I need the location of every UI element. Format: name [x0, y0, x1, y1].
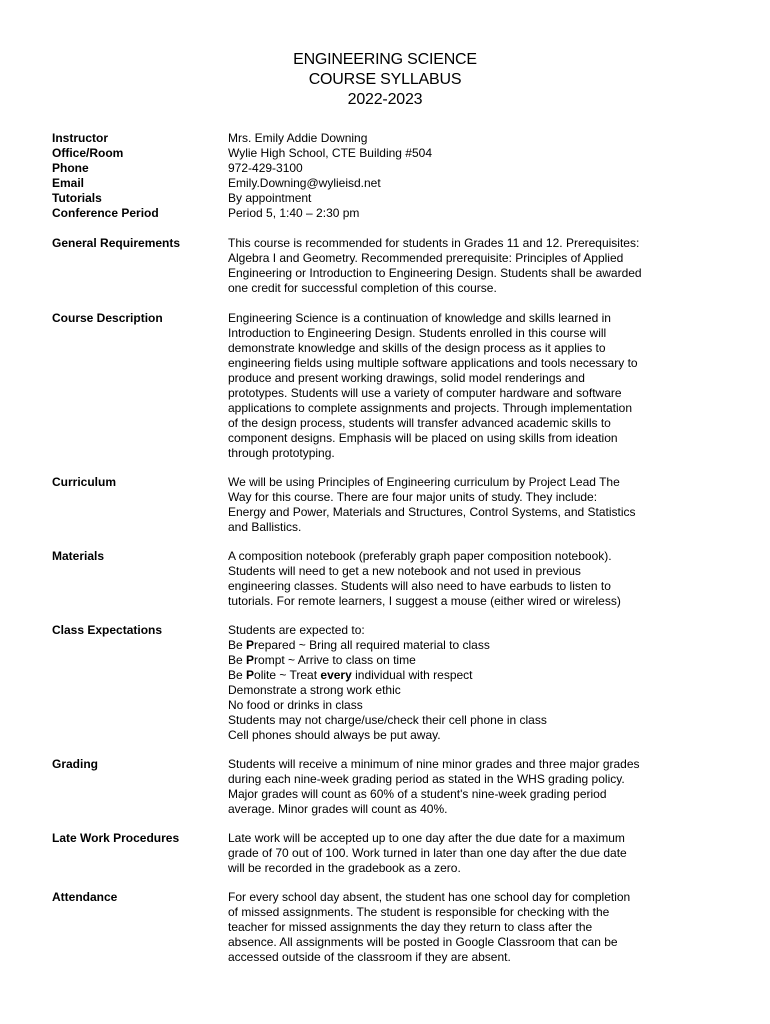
section-label: Course Description: [52, 311, 163, 325]
text-line: engineering classes. Students will also need to have earbuds to listen to: [228, 579, 611, 593]
text-line: Introduction to Engineering Design. Students enrolled in this course will: [228, 326, 607, 340]
text-line: through prototyping.: [228, 446, 335, 460]
emphasis-letter: P: [246, 653, 255, 667]
text-line: and Ballistics.: [228, 520, 302, 534]
text-line: produce and present working drawings, solid model renderings and: [228, 371, 585, 385]
expectation-prepared: [228, 638, 662, 653]
text-line: demonstrate knowledge and skills of the design process as it applies to: [228, 341, 606, 355]
info-value-email: Emily.Downing@wylieisd.net: [228, 176, 381, 190]
text-line: Algebra I and Geometry. Recommended prerequisite: Principles of Applied: [228, 251, 624, 265]
document-title: ENGINEERING SCIENCE: [293, 51, 477, 68]
section-label: Attendance: [52, 890, 118, 904]
school-year: 2022-2023: [347, 91, 423, 108]
section-text: [228, 831, 662, 876]
section-text: [228, 890, 662, 965]
section-grading: [52, 757, 662, 817]
section-text: [228, 475, 662, 535]
text-line: will be recorded in the gradebook as a zero.: [228, 861, 461, 875]
info-label-phone: Phone: [52, 161, 89, 175]
section-course-description: [52, 311, 662, 461]
text-line: Way for this course. There are four major units of study. They include:: [228, 490, 598, 504]
syllabus-body: [52, 131, 662, 965]
text-line: tutorials. For remote learners, I suggest a mouse (either wired or wireless): [228, 594, 621, 608]
document-subtitle: COURSE SYLLABUS: [308, 71, 462, 88]
text-line: Demonstrate a strong work ethic: [228, 683, 401, 697]
document-header: [0, 50, 770, 110]
section-text: [228, 311, 662, 461]
text-line: absence. All assignments will be posted in Google Classroom that can be: [228, 935, 618, 949]
info-value-tutorials: By appointment: [228, 191, 312, 205]
emphasis-word: every: [320, 668, 352, 682]
text-line: Students will receive a minimum of nine minor grades and three major grades: [228, 757, 640, 771]
info-values: [228, 131, 662, 221]
text-span: Be: [228, 653, 247, 667]
section-materials: [52, 549, 662, 609]
info-label-email: Email: [52, 176, 85, 190]
text-line: engineering fields using multiple software applications and tools necessary to: [228, 356, 638, 370]
text-line: This course is recommended for students in Grades 11 and 12. Prerequisites:: [228, 236, 640, 250]
text-span: olite ~ Treat: [254, 668, 321, 682]
info-value-office: Wylie High School, CTE Building #504: [228, 146, 432, 160]
text-line: of the design process, students will transfer advanced academic skills to: [228, 416, 611, 430]
info-value-instructor: Mrs. Emily Addie Downing: [228, 131, 368, 145]
text-line: Students are expected to:: [228, 623, 365, 637]
expectation-polite: [228, 668, 662, 683]
section-label: Materials: [52, 549, 105, 563]
text-line: Energy and Power, Materials and Structures, Control Systems, and Statistics: [228, 505, 636, 519]
text-line: Major grades will count as 60% of a student's nine-week grading period: [228, 787, 607, 801]
text-line: Cell phones should always be put away.: [228, 728, 441, 742]
text-line: of missed assignments. The student is responsible for checking with the: [228, 905, 610, 919]
text-line: We will be using Principles of Engineering curriculum by Project Lead The: [228, 475, 620, 489]
text-line: component designs. Emphasis will be placed on using skills from ideation: [228, 431, 618, 445]
info-label-tutorials: Tutorials: [52, 191, 102, 205]
info-label-conference: Conference Period: [52, 206, 159, 220]
info-labels: [52, 131, 228, 221]
text-line: prototypes. Students will use a variety of computer hardware and software: [228, 386, 622, 400]
text-span: individual with respect: [351, 668, 473, 682]
text-line: during each nine-week grading period as stated in the WHS grading policy.: [228, 772, 625, 786]
section-label: Curriculum: [52, 475, 117, 489]
text-line: Engineering Science is a continuation of knowledge and skills learned in: [228, 311, 611, 325]
text-span: repared ~ Bring all required material to class: [254, 638, 490, 652]
section-text: [228, 623, 662, 743]
text-line: applications to complete assignments and projects. Through implementation: [228, 401, 633, 415]
text-line: No food or drinks in class: [228, 698, 363, 712]
section-attendance: [52, 890, 662, 965]
expectation-prompt: [228, 653, 662, 668]
text-line: Engineering or Introduction to Engineering Design. Students shall be awarded: [228, 266, 642, 280]
section-label: General Requirements: [52, 236, 181, 250]
section-label: Grading: [52, 757, 99, 771]
info-value-conference: Period 5, 1:40 – 2:30 pm: [228, 206, 360, 220]
text-line: Students may not charge/use/check their cell phone in class: [228, 713, 547, 727]
text-line: grade of 70 out of 100. Work turned in later than one day after the due date: [228, 846, 627, 860]
emphasis-letter: P: [246, 668, 255, 682]
info-label-instructor: Instructor: [52, 131, 109, 145]
section-text: [228, 549, 662, 609]
text-line: average. Minor grades will count as 40%.: [228, 802, 448, 816]
section-general-requirements: [52, 236, 662, 296]
text-line: Students will need to get a new notebook and not used in previous: [228, 564, 581, 578]
text-span: Be: [228, 668, 247, 682]
info-value-phone: 972-429-3100: [228, 161, 303, 175]
section-text: [228, 236, 662, 296]
text-line: accessed outside of the classroom if they are absent.: [228, 950, 511, 964]
section-label: Late Work Procedures: [52, 831, 180, 845]
instructor-info: [52, 131, 662, 221]
text-line: A composition notebook (preferably graph paper composition notebook).: [228, 549, 612, 563]
section-label: Class Expectations: [52, 623, 163, 637]
text-line: For every school day absent, the student has one school day for completion: [228, 890, 631, 904]
text-line: teacher for missed assignments the day they return to class after the: [228, 920, 593, 934]
text-span: Be: [228, 638, 247, 652]
info-label-office: Office/Room: [52, 146, 124, 160]
section-text: [228, 757, 662, 817]
section-curriculum: [52, 475, 662, 535]
section-late-work: [52, 831, 662, 876]
section-class-expectations: [52, 623, 662, 743]
text-line: one credit for successful completion of this course.: [228, 281, 497, 295]
emphasis-letter: P: [246, 638, 255, 652]
text-line: Late work will be accepted up to one day after the due date for a maximum: [228, 831, 625, 845]
text-span: rompt ~ Arrive to class on time: [254, 653, 416, 667]
